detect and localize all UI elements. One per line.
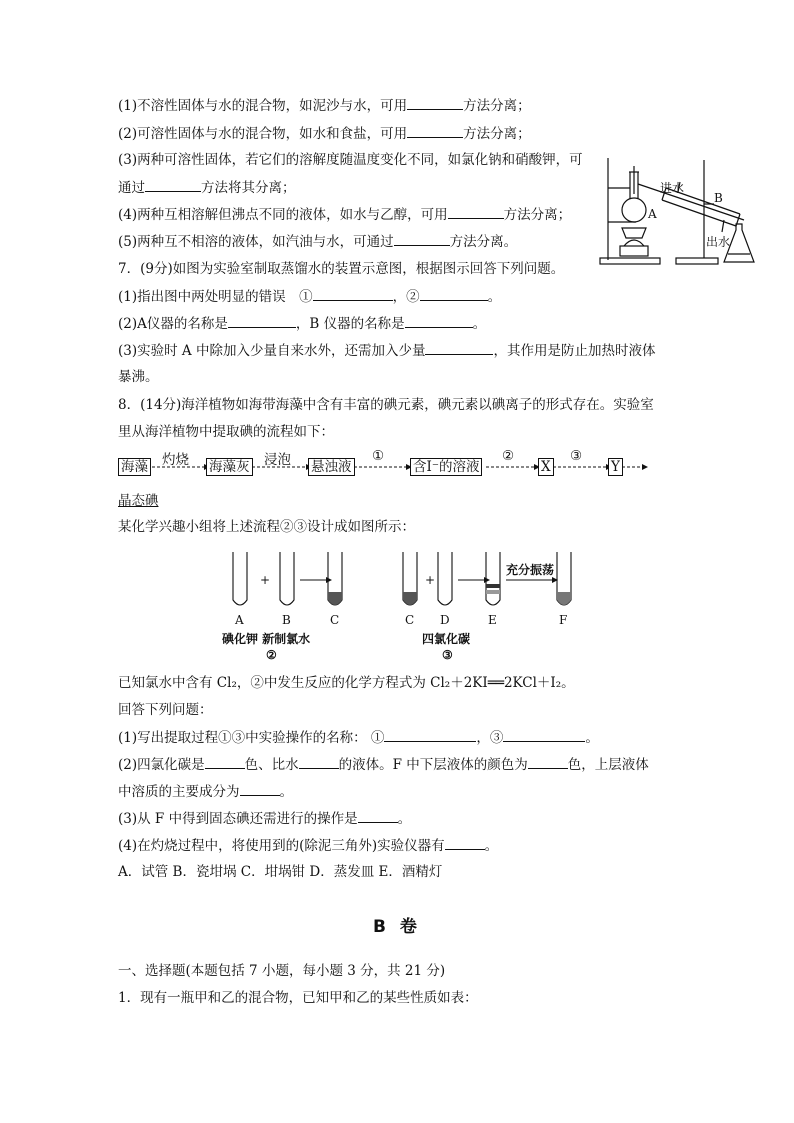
q8-part-2-d: 色，上层液体	[567, 757, 649, 773]
answer-blank[interactable]	[405, 314, 473, 328]
flow-box-seaweed: 海藻	[118, 458, 151, 476]
q7-part-1-mid: ，②	[392, 289, 420, 305]
q8-options: A．试管 B．瓷坩埚 C．坩埚钳 D．蒸发皿 E．酒精灯	[118, 864, 443, 880]
flow-step-1: ①	[372, 448, 385, 464]
q7-part-1-end: 。	[487, 289, 502, 305]
answer-blank[interactable]	[394, 232, 450, 246]
q7-part-1-text: (1)指出图中两处明显的错误 ①	[118, 289, 313, 305]
flow-box-crystal-iodine: 晶态碘	[118, 493, 159, 509]
plus-sign-2: +	[425, 573, 436, 587]
q6-item-3-text: (3)两种可溶性固体，若它们的溶解度随温度变化不同，如氯化钠和硝酸钾，可	[118, 152, 583, 168]
q8-part-1-text: (1)写出提取过程①③中实验操作的名称： ①	[118, 730, 385, 746]
q7-part-1	[118, 287, 501, 306]
q7-part-3-text: (3)实验时 A 中除加入少量自来水外，还需加入少量	[118, 343, 426, 359]
q6-item-5-text: (5)两种互不相溶的液体，如汽油与水，可通过	[118, 234, 394, 250]
answer-blank[interactable]	[358, 809, 398, 823]
q8-part-3-text: (3)从 F 中得到固态碘还需进行的操作是	[118, 811, 358, 827]
answer-blank[interactable]	[448, 205, 504, 219]
flow-step-2: ②	[502, 448, 515, 464]
tube-e-label: E	[488, 613, 497, 627]
flow-box-ash: 海藻灰	[206, 458, 253, 476]
label-a: A	[648, 207, 657, 221]
flow-box-suspension: 悬浊液	[308, 458, 355, 476]
q6-item-2	[118, 124, 531, 143]
q8-part-3	[118, 809, 411, 828]
part-b-title: B 卷	[373, 917, 421, 937]
q6-item-3-cont	[118, 178, 296, 197]
answer-blank[interactable]	[407, 96, 463, 110]
answer-blank[interactable]	[240, 782, 280, 796]
q6-item-4-text: (4)两种互相溶解但沸点不同的液体，如水与乙醇，可用	[118, 207, 448, 223]
distillation-apparatus-figure	[596, 154, 758, 272]
answer-blank[interactable]	[228, 314, 296, 328]
q6-item-5	[118, 232, 517, 251]
plus-sign-1: +	[260, 573, 271, 587]
q8-part-1-mid: ，③	[476, 730, 504, 746]
outlet-label: 出水	[706, 235, 731, 249]
q8-part-1	[118, 728, 599, 747]
q7-part-3	[118, 341, 655, 360]
q8-part-2-text: (2)四氯化碳是	[118, 757, 205, 773]
flow-step-soak: 浸泡	[264, 452, 291, 468]
q8-stem-1: 8．(14分)海洋植物如海带海藻中含有丰富的碘元素，碘元素以碘离子的形式存在。实验室	[118, 397, 654, 413]
flow-box-y: Y	[608, 458, 623, 476]
tube-c2-label: C	[405, 613, 415, 627]
q7-part-3-mid: ，其作用是防止加热时液体	[493, 343, 656, 359]
q8-part-1-end: 。	[585, 730, 599, 746]
q6-item-3-tail: 方法将其分离；	[201, 180, 296, 196]
tube-b-label: B	[282, 613, 291, 627]
q8-known-equation: 已知氯水中含有 Cl₂，②中发生反应的化学方程式为 Cl₂＋2KI══2KCl＋I₂。	[118, 675, 575, 691]
q8-part-4-text: (4)在灼烧过程中，将使用到的(除泥三角外)实验仪器有	[118, 838, 445, 854]
q6-item-1-text: (1)不溶性固体与水的混合物，如泥沙与水，可用	[118, 98, 408, 114]
answer-blank[interactable]	[445, 836, 485, 850]
answer-blank[interactable]	[384, 728, 476, 742]
q8-part-2-b: 色、比水	[244, 757, 299, 773]
q6-item-5-tail: 方法分离。	[449, 234, 518, 250]
answer-blank[interactable]	[528, 755, 568, 769]
answer-blank[interactable]	[420, 287, 488, 301]
part-b-section-1: 一、选择题(本题包括 7 小题，每小题 3 分，共 21 分)	[118, 963, 446, 979]
step-3-label: ③	[442, 648, 453, 662]
q8-group-text: 某化学兴趣小组将上述流程②③设计成如图所示：	[118, 519, 415, 535]
flow-step-3: ③	[570, 448, 583, 464]
part-b-question-1: 1．现有一瓶甲和乙的混合物，已知甲和乙的某些性质如表：	[118, 990, 478, 1006]
q8-part-4-end: 。	[484, 838, 499, 854]
answer-blank[interactable]	[313, 287, 393, 301]
q8-part-2-c: 的液体。F 中下层液体的颜色为	[338, 757, 528, 773]
answer-blank[interactable]	[425, 341, 493, 355]
flow-box-iodide-solution: 含I⁻的溶液	[410, 458, 482, 476]
tube-d-label: D	[440, 613, 450, 627]
answer-blank[interactable]	[407, 124, 463, 138]
reagent-label-1: 碘化钾 新制氯水	[222, 632, 311, 646]
q6-item-2-tail: 方法分离；	[463, 126, 531, 142]
reagent-label-2: 四氯化碳	[422, 632, 471, 646]
answer-blank[interactable]	[503, 728, 585, 742]
q7-part-2-mid: ，B 仪器的名称是	[295, 316, 405, 332]
q8-part-2-e: 中溶质的主要成分为	[118, 784, 240, 800]
q7-part-3-cont: 暴沸。	[118, 369, 159, 385]
q6-item-1-tail: 方法分离；	[463, 98, 531, 114]
q7-stem: 7．(9分)如图为实验室制取蒸馏水的装置示意图，根据图示回答下列问题。	[118, 261, 565, 277]
q6-item-4-tail: 方法分离；	[503, 207, 572, 223]
q6-item-1	[118, 96, 531, 115]
tube-a-label: A	[235, 613, 244, 627]
answer-blank[interactable]	[145, 178, 201, 192]
flow-box-x: X	[538, 458, 554, 476]
q8-part-2-end: 。	[279, 784, 293, 800]
q7-part-2-text: (2)A仪器的名称是	[118, 316, 228, 332]
q8-part-4	[118, 836, 498, 855]
q7-part-2-end: 。	[472, 316, 487, 332]
q8-stem-2: 里从海洋植物中提取碘的流程如下：	[118, 424, 334, 440]
q6-item-3-cont-text: 通过	[118, 180, 145, 196]
q6-item-4	[118, 205, 571, 224]
label-b: B	[714, 191, 723, 205]
answer-blank[interactable]	[205, 755, 245, 769]
step-2-label: ②	[266, 648, 277, 662]
shake-label: 充分振荡	[506, 563, 555, 577]
tube-f-label: F	[559, 613, 568, 627]
inlet-label: 进水	[660, 181, 685, 195]
q6-item-3	[118, 151, 583, 169]
test-tube-figure	[200, 546, 620, 666]
tube-c-label: C	[330, 613, 340, 627]
q8-answer-prompt: 回答下列问题：	[118, 702, 213, 718]
q7-part-2	[118, 314, 486, 333]
q8-part-2	[118, 755, 649, 774]
flow-step-ignite: 灼烧	[162, 452, 189, 468]
answer-blank[interactable]	[299, 755, 339, 769]
q8-part-2-cont	[118, 782, 293, 801]
q6-item-2-text: (2)可溶性固体与水的混合物，如水和食盐，可用	[118, 126, 408, 142]
q8-part-3-end: 。	[397, 811, 412, 827]
